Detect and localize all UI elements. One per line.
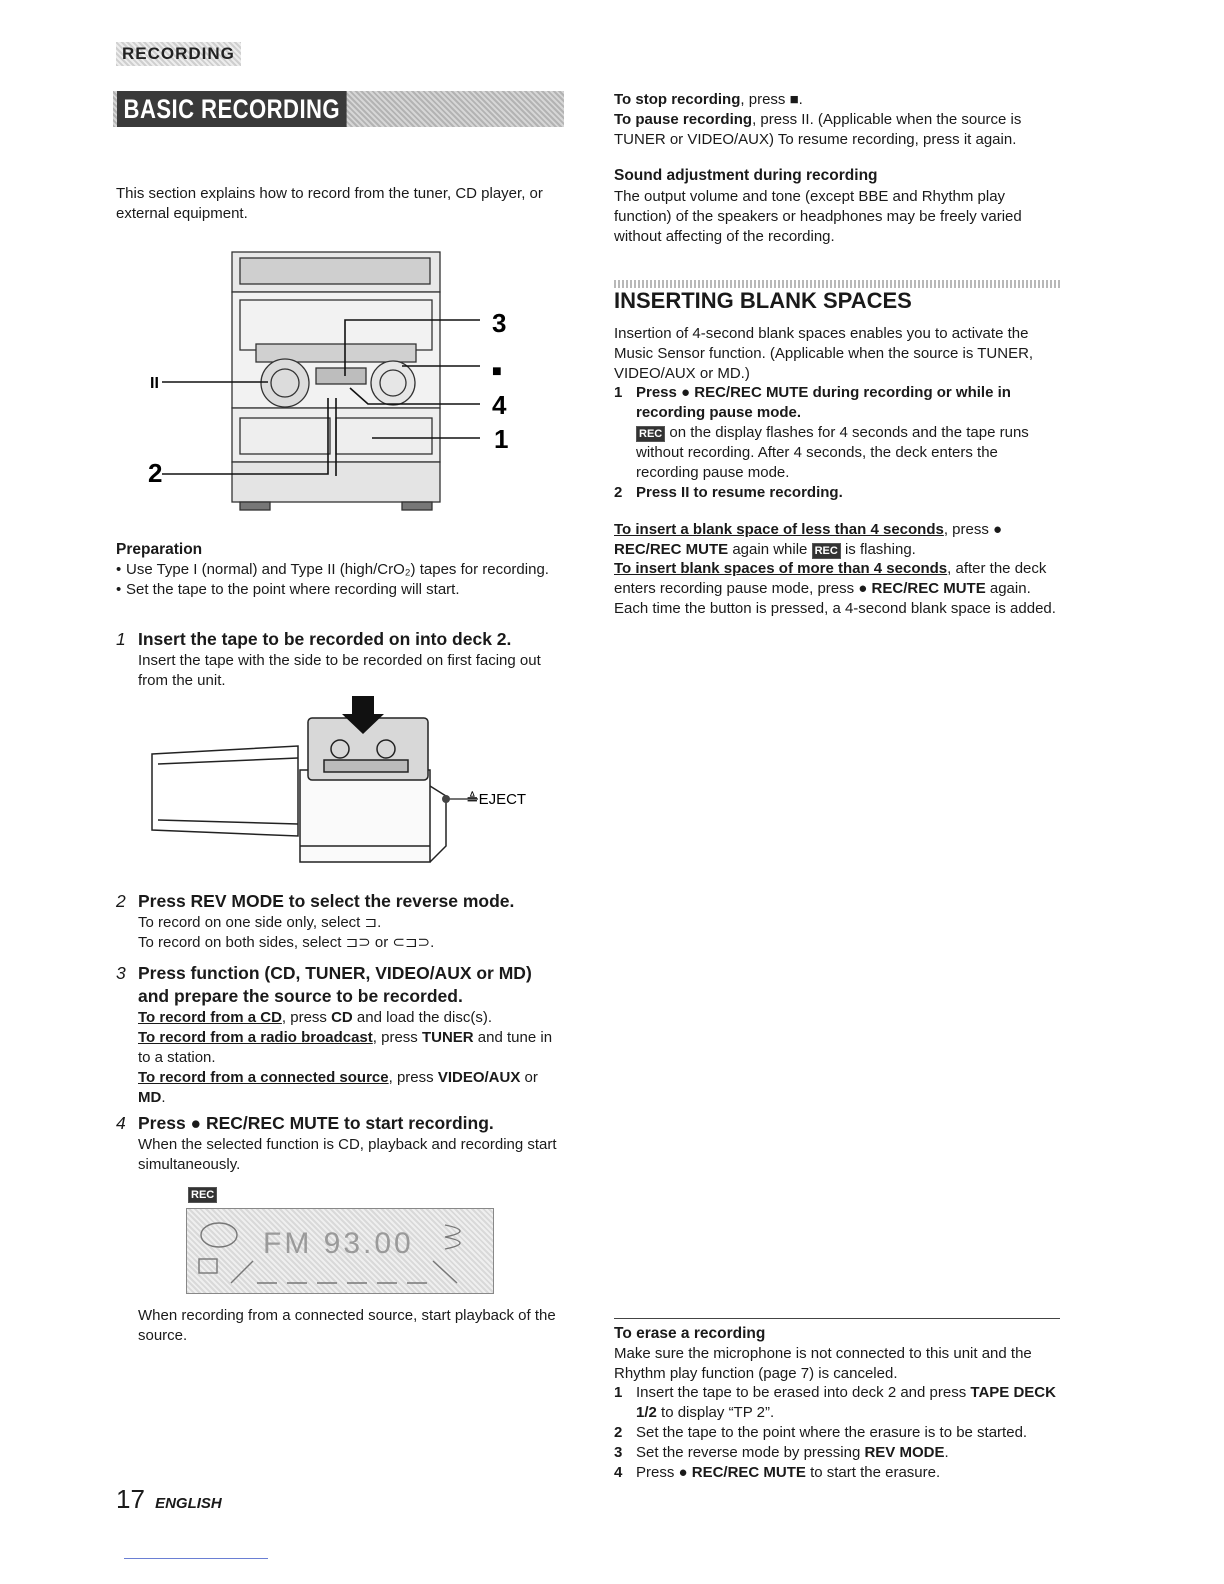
pause-label: To pause recording xyxy=(614,111,753,128)
intro-text: This section explains how to record from the tuner, CD player, or external equipment. xyxy=(116,185,543,222)
callout-stop: ■ xyxy=(492,363,502,380)
blank-less-title: To insert a blank space of less than 4 seconds xyxy=(614,521,944,538)
blank-step-2-heading: Press II to resume recording. xyxy=(636,484,843,501)
display-graphics xyxy=(187,1209,493,1293)
footer-rule xyxy=(124,1558,268,1559)
blank-intro: Insertion of 4-second blank spaces enables you to activate the Music Sensor function. (Applicable when the source is TUNER, VIDEO/AUX or MD.) xyxy=(614,325,1034,382)
section-divider xyxy=(614,280,1062,288)
erase-step: 3 Set the reverse mode by pressing REV MODE. xyxy=(614,1444,949,1461)
eject-label: ≜EJECT xyxy=(466,791,527,808)
page-number: 17 xyxy=(116,1484,145,1514)
blank-spaces-heading: INSERTING BLANK SPACES xyxy=(614,288,912,313)
erase-steps xyxy=(614,1383,1062,1483)
stop-pause-block: To stop recording, press ■. To pause recording, press II. (Applicable when the source is TUNER or VIDEO/AUX) To resume recording, press it again. xyxy=(614,91,1022,148)
erase-divider xyxy=(614,1318,1060,1319)
step-number: 1 xyxy=(116,629,126,649)
step-text-cd: To record from a CD, press CD and load the disc(s). xyxy=(138,1009,493,1026)
preparation-heading: Preparation xyxy=(116,541,203,558)
step-text: Insert the tape with the side to be recorded on first facing out from the unit. xyxy=(138,652,541,689)
step-text-radio: To record from a radio broadcast, press TUNER and tune in to a station. xyxy=(138,1029,553,1066)
sound-text: The output volume and tone (except BBE and Rhythm play function) of the speakers or headphones may be freely varied without affecting of the recording. xyxy=(614,188,1022,245)
step-heading: Insert the tape to be recorded on into deck 2. xyxy=(138,629,512,649)
preparation-list xyxy=(116,560,564,600)
blank-step-2: 2 Press II to resume recording. xyxy=(614,483,1062,503)
rec-indicator: REC xyxy=(812,543,841,559)
title-banner xyxy=(113,91,564,127)
page-title: BASIC RECORDING xyxy=(117,91,347,127)
step-number: 2 xyxy=(116,891,126,911)
rec-indicator: REC xyxy=(188,1187,217,1203)
blank-more-paragraph: To insert blank spaces of more than 4 seconds, after the deck enters recording pause mode, press ● REC/REC MUTE again. Each time the button is pressed, a 4-second blank space is added. xyxy=(614,560,1056,617)
erase-step: 1 Insert the tape to be erased into deck 2 and press TAPE DECK 1/2 to display “TP 2”. xyxy=(614,1384,1056,1421)
erase-step: 2 Set the tape to the point where the erasure is to be started. xyxy=(614,1424,1028,1441)
callout-1: 1 xyxy=(494,424,509,454)
page-footer xyxy=(116,1484,222,1514)
blank-step-1-heading: Press ● REC/REC MUTE during recording or while in recording pause mode. xyxy=(636,384,1011,421)
radio-instruction-title: To record from a radio broadcast xyxy=(138,1029,373,1046)
blank-steps xyxy=(614,383,1062,503)
stop-label: To stop recording xyxy=(614,91,741,108)
step-number: 3 xyxy=(116,963,126,983)
step-2 xyxy=(116,890,568,953)
step-heading: Press REV MODE to select the reverse mode. xyxy=(138,891,515,911)
step-number: 4 xyxy=(116,1113,126,1133)
erase-step: 4 Press ● REC/REC MUTE to start the erasure. xyxy=(614,1464,941,1481)
tape-insert-illustration xyxy=(148,696,538,868)
blank-more-title: To insert blank spaces of more than 4 seconds xyxy=(614,560,948,577)
callout-pause: II xyxy=(150,375,159,392)
step-text-source: To record from a connected source, press VIDEO/AUX or MD. xyxy=(138,1069,538,1106)
erase-intro: Make sure the microphone is not connected to this unit and the Rhythm play function (page 7) is canceled. xyxy=(614,1345,1032,1382)
step-text: To record on both sides, select ⊐⊃ or ⊂⊐⊃. xyxy=(138,934,435,951)
blank-step-1: 1 Press ● REC/REC MUTE during recording or while in recording pause mode. REC on the display flashes for 4 seconds and the tape runs without recording. After 4 seconds, the deck enters the recording pause mode. xyxy=(614,383,1062,483)
preparation-item: • Use Type I (normal) and Type II (high/CrO₂) tapes for recording. xyxy=(116,560,564,580)
preparation-item: • Set the tape to the point where recording will start. xyxy=(116,580,564,600)
rec-indicator: REC xyxy=(636,426,665,442)
section-label: RECORDING xyxy=(116,42,241,66)
step-text: To record on one side only, select ⊐. xyxy=(138,914,382,931)
blank-less-paragraph: To insert a blank space of less than 4 seconds, press ● REC/REC MUTE again while REC is flashing. xyxy=(614,521,1003,558)
footer-language: ENGLISH xyxy=(155,1495,222,1512)
source-instruction-title: To record from a connected source xyxy=(138,1069,389,1086)
step-4-note: When recording from a connected source, start playback of the source. xyxy=(138,1307,556,1344)
step-4 xyxy=(116,1112,568,1175)
callout-2: 2 xyxy=(148,458,163,488)
sound-heading: Sound adjustment during recording xyxy=(614,167,878,184)
erase-heading: To erase a recording xyxy=(614,1325,766,1342)
display-frequency: FM 93.00 xyxy=(263,1227,414,1260)
cd-instruction-title: To record from a CD xyxy=(138,1009,282,1026)
display-panel xyxy=(186,1208,494,1294)
callout-3: 3 xyxy=(492,308,507,338)
step-3 xyxy=(116,962,568,1108)
step-heading: Press ● REC/REC MUTE to start recording. xyxy=(138,1113,494,1133)
step-text: When the selected function is CD, playback and recording start simultaneously. xyxy=(138,1136,557,1173)
callout-4: 4 xyxy=(492,390,507,420)
step-heading-cont: and prepare the source to be recorded. xyxy=(138,986,463,1006)
step-heading: Press function (CD, TUNER, VIDEO/AUX or MD) xyxy=(138,963,532,983)
stereo-system-illustration xyxy=(140,248,520,520)
step-1 xyxy=(116,628,566,691)
